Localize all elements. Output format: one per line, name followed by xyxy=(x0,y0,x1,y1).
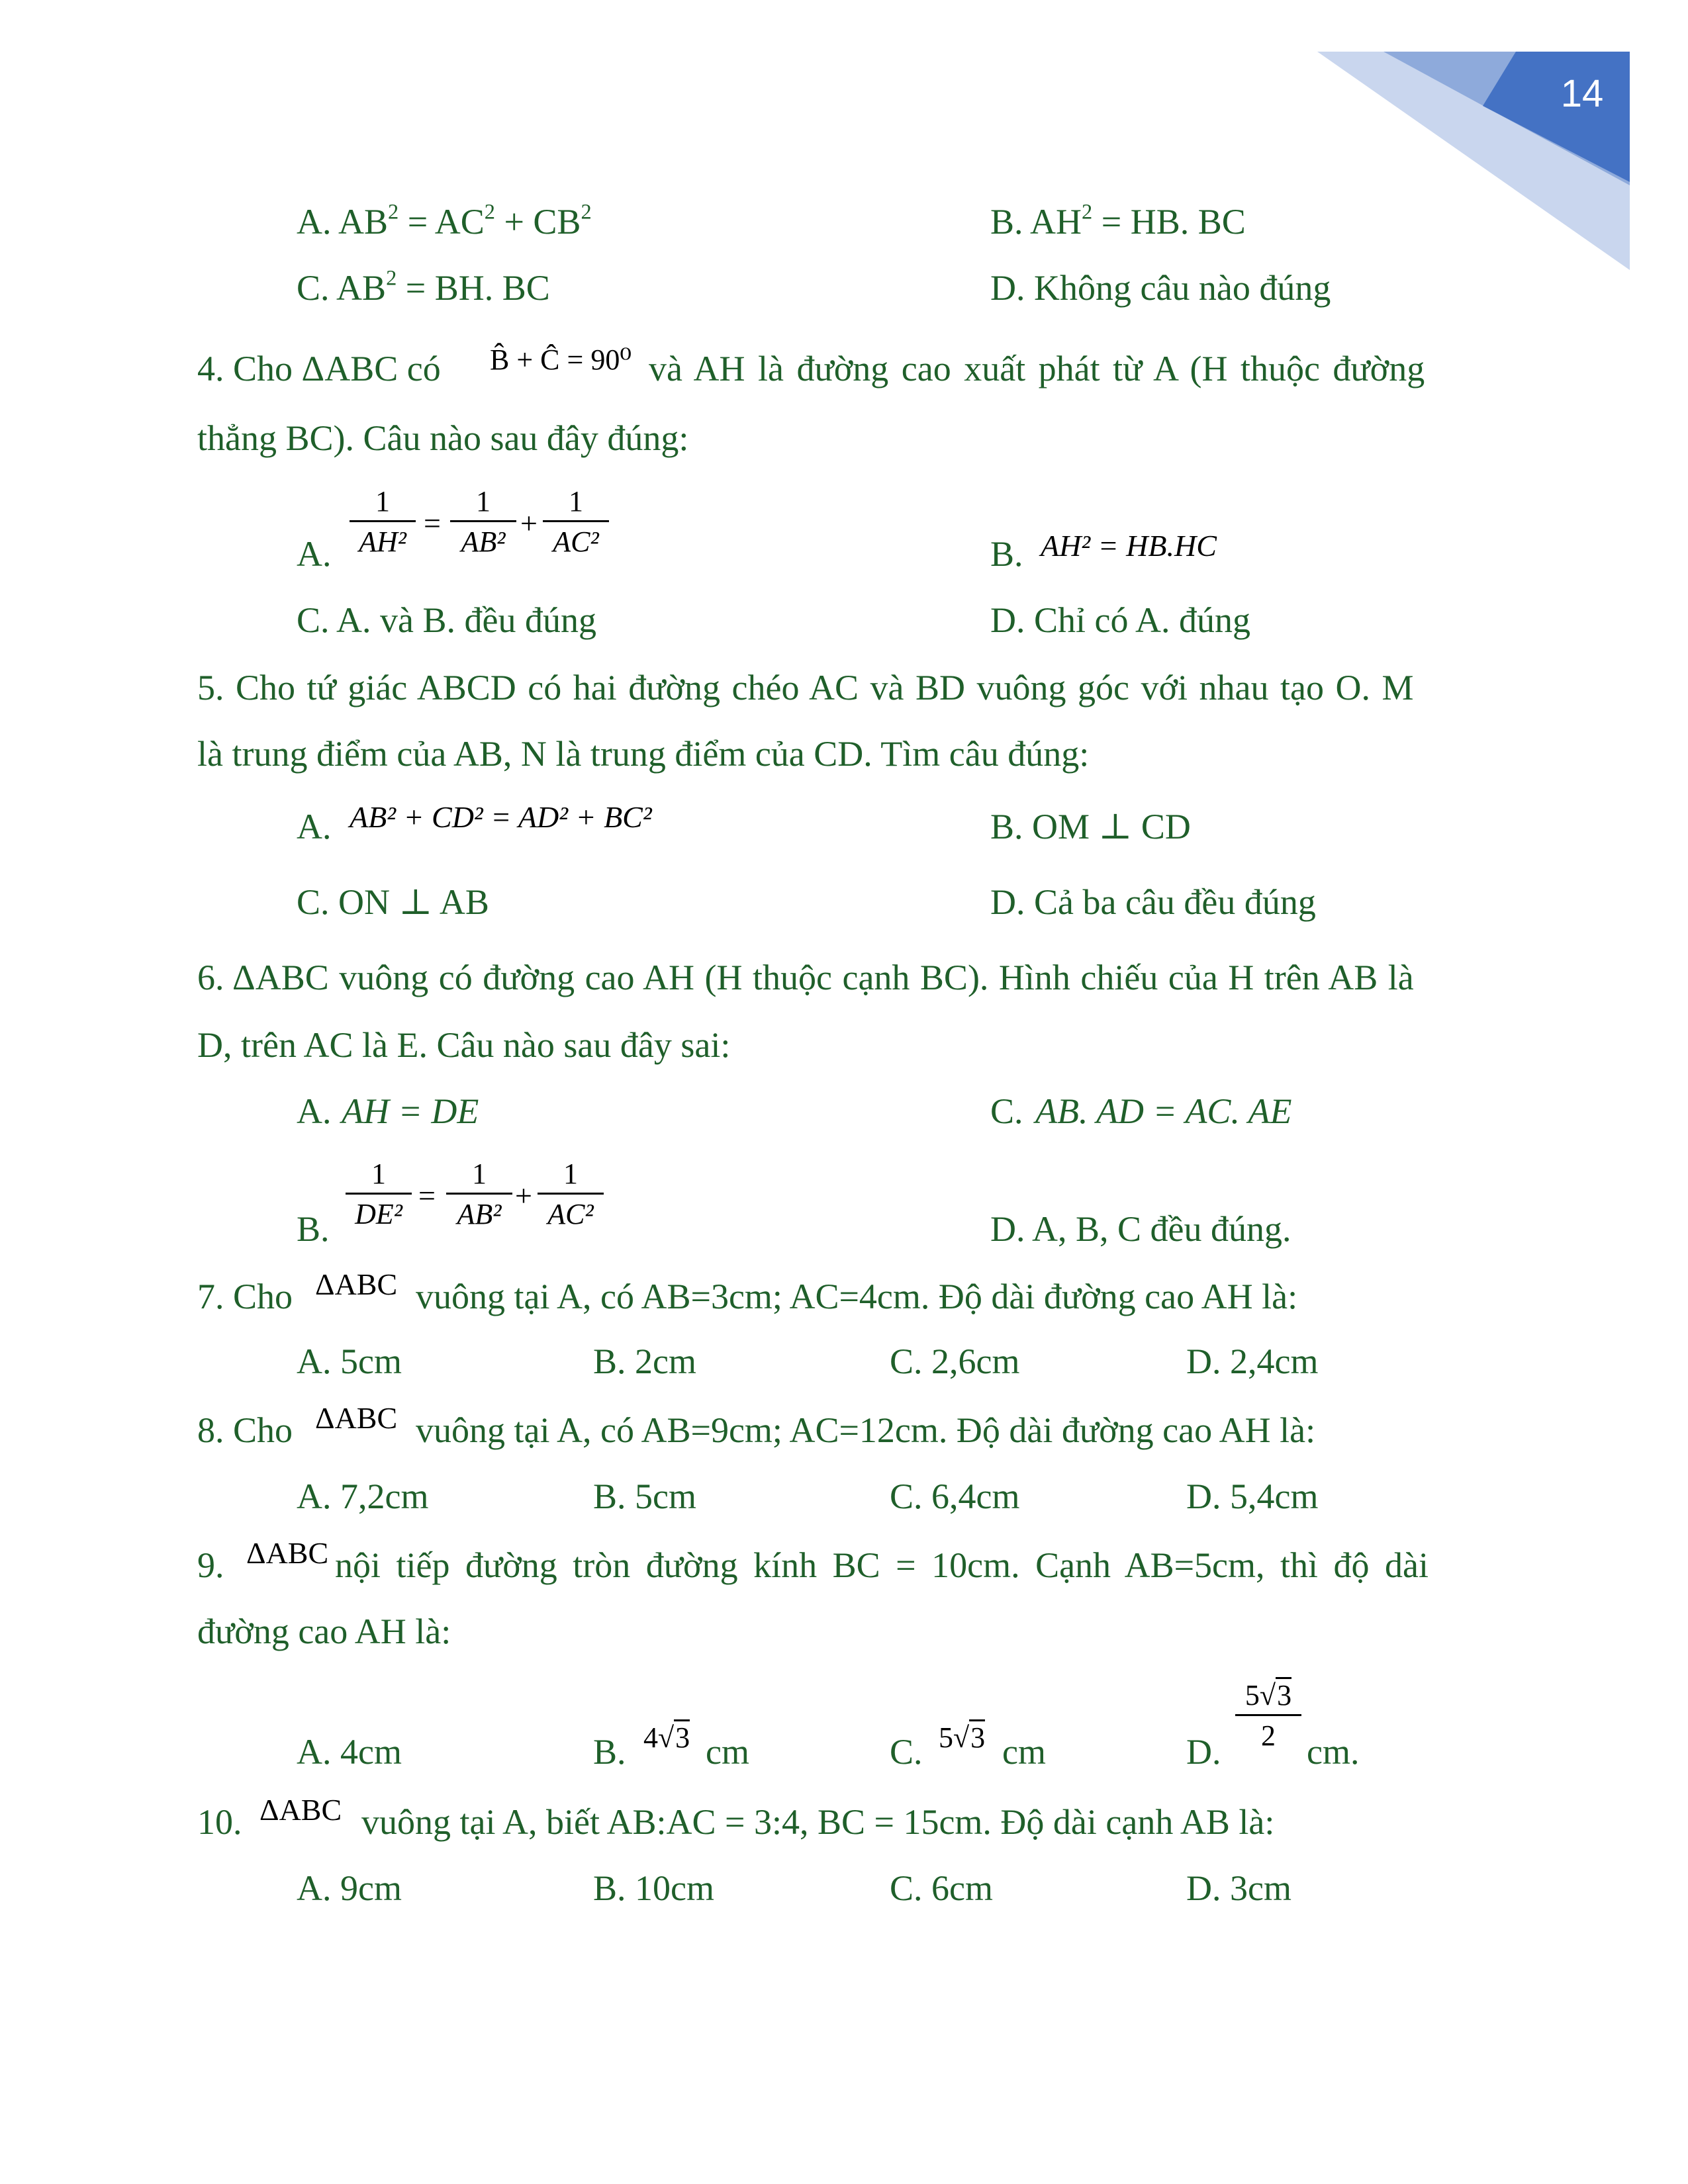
q8-option-b: B. 5cm xyxy=(593,1477,696,1516)
q4-a-frac1 xyxy=(350,487,416,557)
q6-line1: 6. ΔABC vuông có đường cao AH (H thuộc cạnh BC). Hình chiếu của H trên AB là xyxy=(197,958,1414,997)
q6-b-frac1 xyxy=(346,1160,412,1229)
q4-option-c: C. A. và B. đều đúng xyxy=(297,600,596,640)
q9-option-b-unit: cm xyxy=(706,1732,749,1772)
q4-a-frac1-num: 1 xyxy=(375,485,390,518)
q9-d-radicand: 3 xyxy=(1276,1677,1291,1711)
q6-b-frac3-num: 1 xyxy=(563,1158,578,1190)
q9-option-c-value: 5√3 xyxy=(939,1723,985,1752)
q6-option-b-label: B. xyxy=(297,1209,330,1249)
q6-b-frac2-den: AB² xyxy=(457,1198,502,1230)
q9-d-coef: 5 xyxy=(1244,1679,1260,1711)
q4-a-frac2-num: 1 xyxy=(476,485,491,518)
q3-option-a: A. $AB^2 = AC^2 + CB^2$ xyxy=(297,200,592,242)
q3-option-b: B. $AH^2$ = HB. BC xyxy=(990,200,1246,242)
q4-line2: thẳng BC). Câu nào sau đây đúng: xyxy=(197,418,689,458)
q7-option-c: C. 2,6cm xyxy=(890,1342,1020,1381)
q3-option-d: D. Không câu nào đúng xyxy=(990,268,1331,308)
q8-option-d: D. 5,4cm xyxy=(1186,1477,1319,1516)
q9-triangle: ΔABC xyxy=(246,1536,329,1570)
q9-c-radicand: 3 xyxy=(969,1719,985,1754)
q10-suffix: vuông tại A, biết AB:AC = 3:4, BC = 15cm. Độ dài cạnh AB là: xyxy=(361,1802,1275,1842)
q9-b-coef: 4 xyxy=(643,1721,658,1754)
q5-line1: 5. Cho tứ giác ABCD có hai đường chéo AC và BD vuông góc với nhau tạo O. M xyxy=(197,668,1414,707)
q6-b-frac1-den: DE² xyxy=(355,1198,402,1230)
q9-d-den: 2 xyxy=(1261,1719,1276,1752)
q7-option-d: D. 2,4cm xyxy=(1186,1342,1319,1381)
q10-triangle: ΔABC xyxy=(259,1793,342,1827)
q6-option-d: D. A, B, C đều đúng. xyxy=(990,1209,1291,1249)
q4-a-frac1-den: AH² xyxy=(359,525,406,558)
q6-b-frac3 xyxy=(538,1160,604,1229)
q4-a-frac3-den: AC² xyxy=(553,525,599,558)
q8-triangle: ΔABC xyxy=(315,1401,398,1435)
q6-b-frac1-num: 1 xyxy=(371,1158,386,1190)
q4-a-frac2 xyxy=(450,487,516,557)
q9-c-coef: 5 xyxy=(939,1721,953,1754)
q6-b-frac2 xyxy=(446,1160,512,1229)
q10-prefix: 10. xyxy=(197,1802,242,1842)
q8-suffix: vuông tại A, có AB=9cm; AC=12cm. Độ dài đường cao AH là: xyxy=(416,1410,1316,1450)
q5-option-a-expr: AB² + CD² = AD² + BC² xyxy=(350,800,652,834)
q6-line2: D, trên AC là E. Câu nào sau đây sai: xyxy=(197,1025,731,1065)
q7-prefix: 7. Cho xyxy=(197,1277,293,1316)
q9-line2: đường cao AH là: xyxy=(197,1612,451,1651)
q7-option-b: B. 2cm xyxy=(593,1342,696,1381)
q5-option-b: B. OM ⊥ CD xyxy=(990,807,1191,846)
q5-line2: là trung điểm của AB, N là trung điểm của CD. Tìm câu đúng: xyxy=(197,734,1090,774)
q9-option-b-value: 4√3 xyxy=(643,1723,690,1752)
q10-option-c: C. 6cm xyxy=(890,1868,993,1908)
q6-option-a-expr: AH = DE xyxy=(342,1091,479,1131)
q4-option-b-expr: AH² = HB.HC xyxy=(1041,529,1217,563)
q9-option-a: A. 4cm xyxy=(297,1732,402,1772)
q9-option-d-label: D. xyxy=(1186,1732,1221,1772)
q4-a-eq: = xyxy=(424,506,441,540)
q8-option-a: A. 7,2cm xyxy=(297,1477,429,1516)
q4-a-frac2-den: AB² xyxy=(461,525,506,558)
q9-option-c-unit: cm xyxy=(1002,1732,1046,1772)
q9-option-d-unit: cm. xyxy=(1307,1732,1360,1772)
q9-b-radicand: 3 xyxy=(674,1719,690,1754)
q9-d-frac xyxy=(1235,1681,1301,1751)
q8-prefix: 8. Cho xyxy=(197,1410,293,1450)
corner-decoration xyxy=(0,0,1688,278)
q3-option-c: C. $AB^2$ = BH. BC xyxy=(297,266,550,308)
q10-option-a: A. 9cm xyxy=(297,1868,402,1908)
q6-option-a-label: A. xyxy=(297,1091,332,1131)
q9-prefix: 9. xyxy=(197,1545,224,1585)
q4-prefix: 4. Cho ΔABC có xyxy=(197,349,441,388)
q4-suffix: và AH là đường cao xuất phát từ A (H thuộc đường xyxy=(649,349,1425,388)
q6-b-frac3-den: AC² xyxy=(547,1198,594,1230)
q4-a-frac3-num: 1 xyxy=(569,485,583,518)
q4-option-a-label: A. xyxy=(297,534,332,574)
q6-b-frac2-num: 1 xyxy=(472,1158,487,1190)
q7-option-a: A. 5cm xyxy=(297,1342,402,1381)
q6-option-c-expr: AB. AD = AC. AE xyxy=(1035,1091,1292,1131)
page-number: 14 xyxy=(1560,72,1604,115)
q8-option-c: C. 6,4cm xyxy=(890,1477,1020,1516)
q5-option-d: D. Cả ba câu đều đúng xyxy=(990,882,1316,922)
q5-option-a-label: A. xyxy=(297,807,332,846)
q4-angle-condition: B̂ + Ĉ = 90⁰ xyxy=(490,343,632,376)
q9-option-c-label: C. xyxy=(890,1732,923,1772)
q10-option-b: B. 10cm xyxy=(593,1868,714,1908)
q9-d-num: 5√3 xyxy=(1235,1681,1301,1710)
q9-suffix: nội tiếp đường tròn đường kính BC = 10cm. Cạnh AB=5cm, thì độ dài xyxy=(335,1545,1429,1585)
q6-b-eq: = xyxy=(418,1179,436,1212)
q6-option-c-label: C. xyxy=(990,1091,1023,1131)
q4-option-b-label: B. xyxy=(990,534,1023,574)
q7-triangle: ΔABC xyxy=(315,1267,398,1301)
q5-option-c: C. ON ⊥ AB xyxy=(297,882,489,922)
q6-b-plus: + xyxy=(515,1179,532,1212)
q4-a-frac3 xyxy=(543,487,609,557)
q7-suffix: vuông tại A, có AB=3cm; AC=4cm. Độ dài đường cao AH là: xyxy=(416,1277,1298,1316)
q9-option-b-label: B. xyxy=(593,1732,626,1772)
q4-option-d: D. Chỉ có A. đúng xyxy=(990,600,1251,640)
q4-a-plus: + xyxy=(520,506,538,540)
q10-option-d: D. 3cm xyxy=(1186,1868,1291,1908)
